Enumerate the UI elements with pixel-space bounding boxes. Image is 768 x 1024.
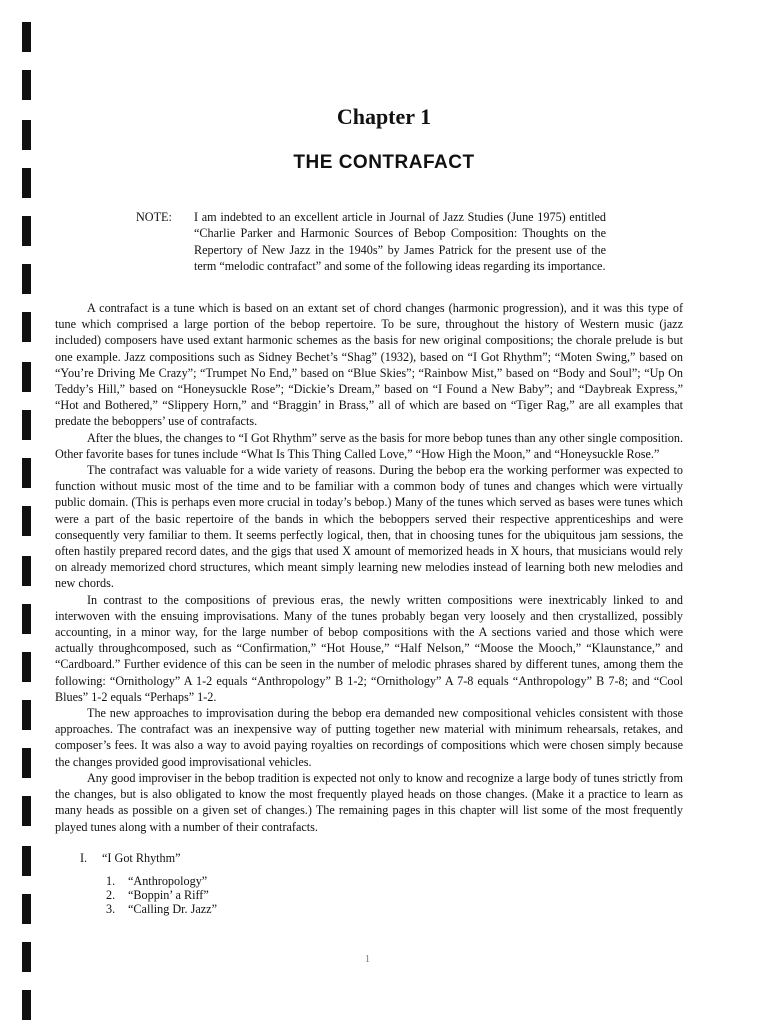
binding-mark <box>22 796 31 826</box>
list-item <box>106 874 217 888</box>
binding-mark <box>22 652 31 682</box>
binding-mark <box>22 556 31 586</box>
contrafact-list <box>80 874 217 916</box>
binding-mark <box>22 990 31 1020</box>
body-text <box>55 300 683 835</box>
list-heading-title: “I Got Rhythm” <box>102 851 181 865</box>
paragraph: After the blues, the changes to “I Got Rhythm” serve as the basis for more bebop tunes than any other single composition. Other favorite bases for tunes include “What Is This Thing Called Love,” “How High the Moon,” and “Honeysuckle Rose.” <box>55 430 683 461</box>
binding-mark <box>22 410 31 440</box>
tune-list <box>80 850 217 916</box>
list-heading-number: I. <box>80 851 88 865</box>
list-item-title: “Boppin’ a Riff” <box>128 888 209 902</box>
binding-mark <box>22 70 31 100</box>
list-item <box>106 888 217 902</box>
page-number: 1 <box>365 954 370 965</box>
binding-mark <box>22 604 31 634</box>
list-item-title: “Calling Dr. Jazz” <box>128 902 218 916</box>
binding-mark <box>22 748 31 778</box>
list-item <box>106 902 217 916</box>
binding-mark <box>22 700 31 730</box>
note-text: I am indebted to an excellent article in Journal of Jazz Studies (June 1975) entitled “Charlie Parker and Harmonic Sources of Bebop Composition: Thoughts on the Repertory of New Jazz in the 1940s” by James Patrick for the present use of the term “melodic contrafact” and some of the following ideas regarding its importance. <box>194 210 606 274</box>
paragraph: In contrast to the compositions of previous eras, the newly written compositions were inextricably linked to and interwoven with the ensuing improvisations. Many of the tunes probably began very loosely and then crystallized, possibly accounting, in a minor way, for the large number of bebop compositions with the A sections varied and those which were actually throughcomposed, such as “Confirmation,” “Hot House,” “Half Nelson,” “Moose the Mooch,” “Klaunstance,” and “Cardboard.” Further evidence of this can be seen in the number of melodic phrases shared by different tunes, among them the following: “Ornithology” A 1-2 equals “Anthropology” B 1-2; “Ornithology” A 7-8 equals “Anthropology” B 7-8; and “Cool Blues” 1-2 equals “Perhaps” 1-2. <box>55 592 683 704</box>
binding-mark <box>22 458 31 488</box>
paragraph: Any good improviser in the bebop tradition is expected not only to know and recognize a large body of tunes strictly from the changes, but is also obligated to know the most frequently played heads on those changes. (Make it a practice to learn as many heads as possible on a given set of changes.) The remaining pages in this chapter will list some of the most frequently played tunes along with a number of their contrafacts. <box>55 770 683 834</box>
list-item-title: “Anthropology” <box>128 874 208 888</box>
list-item-number: 2. <box>106 888 116 902</box>
binding-mark <box>22 22 31 52</box>
chapter-title: THE CONTRAFACT <box>293 152 475 173</box>
list-item-number: 3. <box>106 902 116 916</box>
note-block <box>136 209 606 275</box>
paragraph: The contrafact was valuable for a wide variety of reasons. During the bebop era the working performer was expected to function without music most of the time and to be familiar with a common body of tunes and changes which were virtually public domain. (This is perhaps even more crucial in today’s bebop.) Many of the tunes which served as bases were tunes which were a part of the basic repertoire of the bands in which the beboppers served their respective apprenticeships and were consequently very familiar to them. It seems perfectly logical, then, that in choosing tunes for the ubiquitous jam sessions, the often hastily prepared record dates, and the gigs that used X amount of memorized heads in X hours, that musicians would rely on already memorized chord structures, which meant simply learning new melodies instead of learning both new melodies and new chords. <box>55 463 683 591</box>
binding-mark <box>22 506 31 536</box>
list-item-number: 1. <box>106 874 116 888</box>
paragraph: A contrafact is a tune which is based on an extant set of chord changes (harmonic progression), and it was this type of tune which comprised a large portion of the bebop repertoire. To be sure, throughout the history of Western music (jazz included) composers have used extant harmonic schemes as the basis for new original compositions; the chorale prelude is but one example. Jazz compositions such as Sidney Bechet’s “Shag” (1932), based on “I Got Rhythm”; “Moten Swing,” based on “You’re Driving Me Crazy”; “Trumpet No End,” based on “Blue Skies”; “Rainbow Mist,” based on “Body and Soul”; “Up On Teddy’s Hill,” based on “Honeysuckle Rose”; “Dickie’s Dream,” based on “I Found a New Baby”; and “Daybreak Express,” “Hot and Bothered,” “Slippery Horn,” and “Braggin’ in Brass,” all of which are based on “Tiger Rag,” are all examples that predate the beboppers’ use of contrafacts. <box>55 301 683 429</box>
binding-mark <box>22 362 31 392</box>
binding-mark <box>22 846 31 876</box>
binding-mark <box>22 942 31 972</box>
list-heading <box>80 850 217 866</box>
paragraph: The new approaches to improvisation during the bebop era demanded new compositional vehicles consistent with those approaches. The contrafact was an inexpensive way of putting together new material with minimum rehearsals, retakes, and composer’s fees. It was also a way to avoid paying royalties on recordings of compositions which were chosen simply because the changes provided good improvisational vehicles. <box>55 706 683 769</box>
binding-mark <box>22 216 31 246</box>
binding-mark <box>22 894 31 924</box>
binding-mark <box>22 264 31 294</box>
note-label: NOTE: <box>136 210 172 224</box>
binding-mark <box>22 312 31 342</box>
chapter-number: Chapter 1 <box>336 104 432 129</box>
